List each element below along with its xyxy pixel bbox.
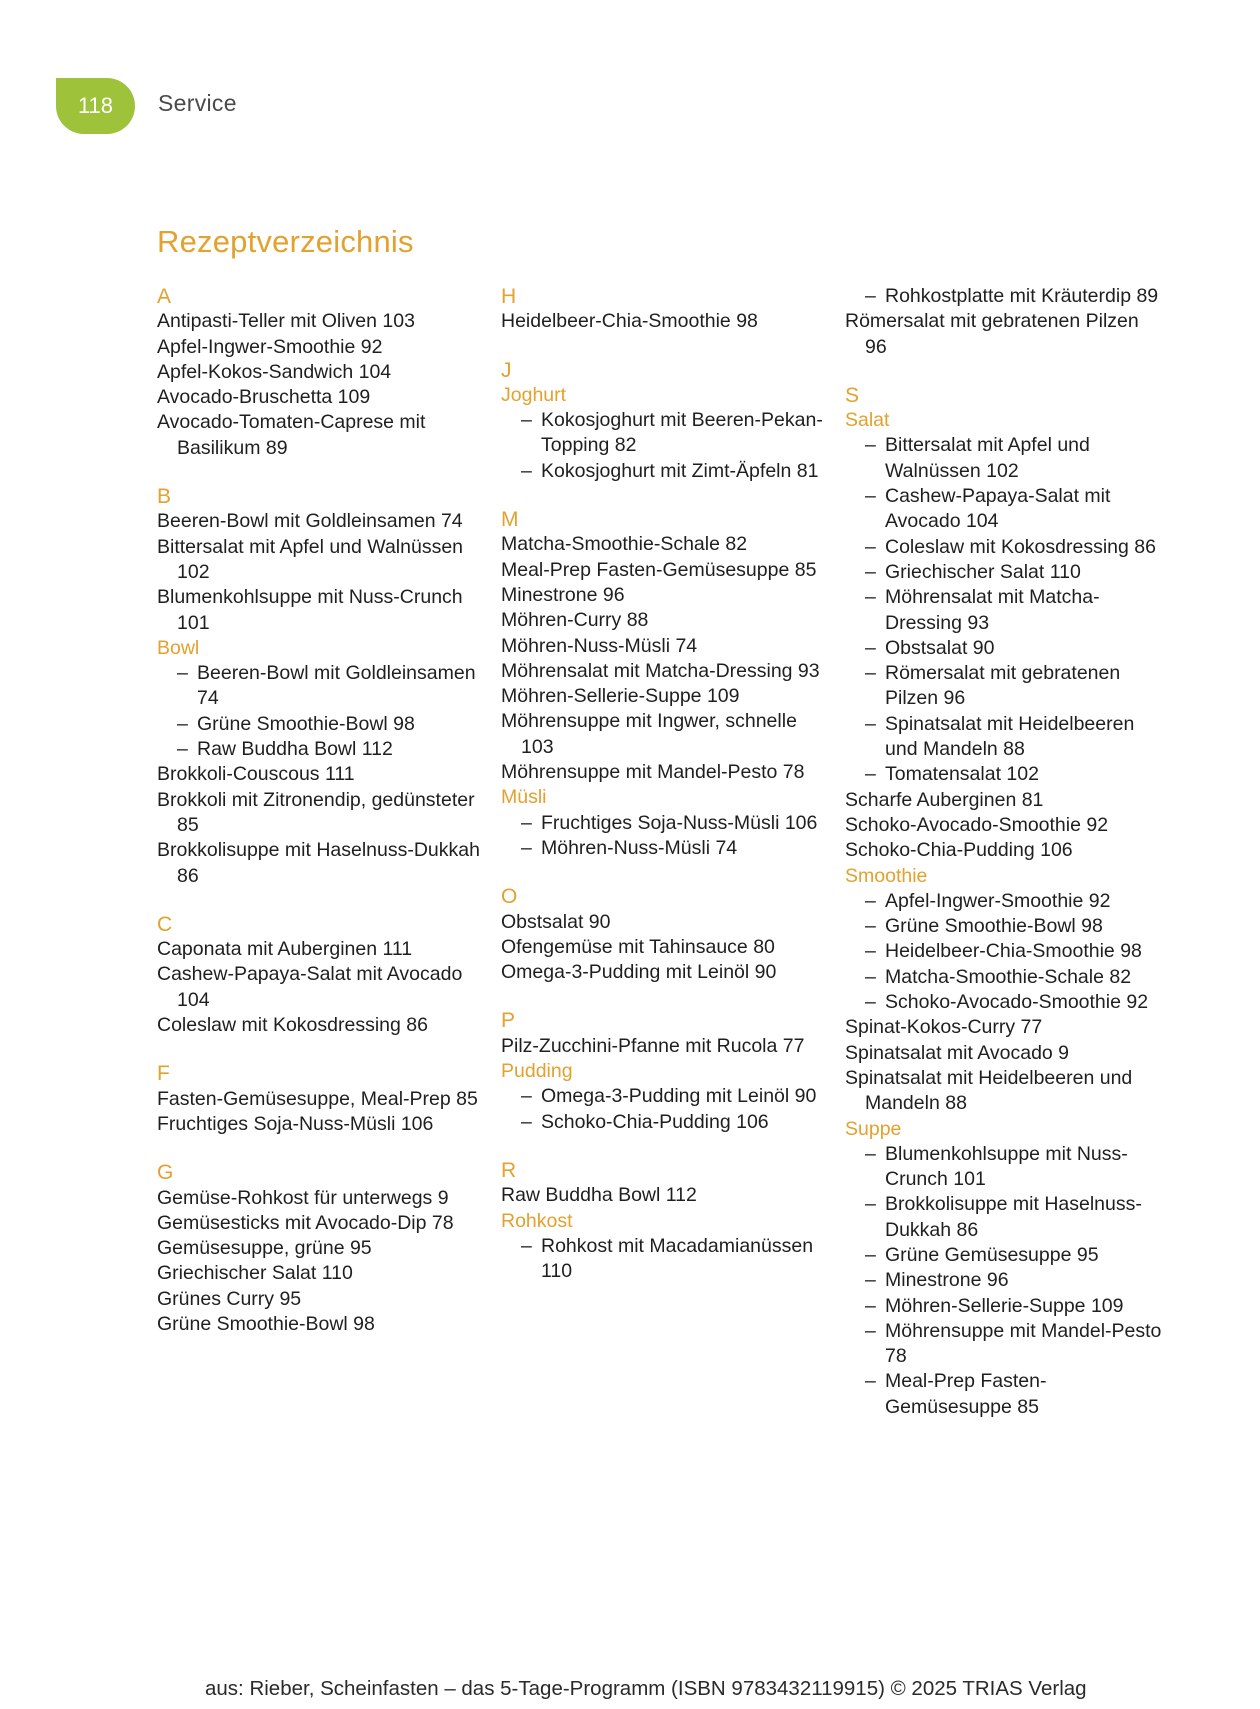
index-entry: Minestrone 96 [501, 583, 625, 606]
dash-marker: – [521, 1085, 532, 1108]
index-entry: Apfel-Kokos-Sandwich 104 [157, 360, 392, 383]
dash-marker: – [865, 586, 876, 609]
index-subentry [501, 408, 831, 459]
dash-marker: – [521, 836, 532, 859]
index-entry: Schoko-Avocado-Smoothie 92 [845, 813, 1109, 836]
dash-marker: – [865, 763, 876, 786]
index-subentry [845, 661, 1165, 712]
index-entry: Omega-3-Pudding mit Leinöl 90 [501, 961, 777, 984]
index-letter: R [501, 1158, 517, 1182]
index-entry: Beeren-Bowl mit Goldleinsamen 74 [157, 510, 463, 533]
index-subentry [845, 965, 1165, 990]
index-subentry [845, 939, 1165, 964]
page-number-badge: 118 [56, 78, 135, 134]
dash-marker: – [865, 560, 876, 583]
index-subentry-text: Fruchtiges Soja-Nuss-Müsli 106 [541, 811, 818, 834]
index-category: Smoothie [845, 864, 928, 887]
index-column-3 [845, 284, 1165, 1420]
index-subentry-text: Obstsalat 90 [885, 636, 995, 659]
dash-marker: – [521, 459, 532, 482]
index-entry: Möhren-Sellerie-Suppe 109 [501, 685, 740, 708]
index-entry: Möhren-Nuss-Müsli 74 [501, 634, 698, 657]
index-subentry-text: Beeren-Bowl mit Goldleinsamen 74 [197, 662, 476, 710]
index-subentry-text: Matcha-Smoothie-Schale 82 [885, 965, 1132, 988]
index-letter: C [157, 912, 173, 936]
index-entry: Spinat-Kokos-Curry 77 [845, 1016, 1043, 1039]
index-subentry [157, 712, 487, 737]
index-entry: Fasten-Gemüsesuppe, Meal-Prep 85 [157, 1087, 478, 1110]
index-subentry [501, 1110, 831, 1135]
index-category: Suppe [845, 1117, 902, 1140]
dash-marker: – [521, 409, 532, 432]
index-subentry [501, 836, 831, 861]
index-subentry-text: Coleslaw mit Kokosdressing 86 [885, 535, 1156, 558]
footer-source: aus: Rieber, Scheinfasten – das 5-Tage-Programm (ISBN 9783432119915) © 2025 TRIAS Verlag [205, 1677, 1087, 1700]
index-subentry [845, 560, 1165, 585]
index-subentry [501, 1084, 831, 1109]
index-entry: Grüne Smoothie-Bowl 98 [157, 1312, 375, 1335]
dash-marker: – [177, 738, 188, 761]
index-letter: A [157, 285, 172, 308]
index-column-2 [501, 284, 831, 1284]
index-subentry [845, 914, 1165, 939]
index-subentry-text: Grüne Smoothie-Bowl 98 [197, 712, 415, 735]
index-letter: H [501, 285, 517, 308]
dash-marker: – [865, 1269, 876, 1292]
index-entry: Apfel-Ingwer-Smoothie 92 [157, 335, 383, 358]
dash-marker: – [865, 636, 876, 659]
dash-marker: – [865, 662, 876, 685]
dash-marker: – [177, 662, 188, 685]
index-subentry-text: Grüne Gemüsesuppe 95 [885, 1243, 1099, 1266]
index-letter: G [157, 1161, 174, 1185]
index-subentry-text: Minestrone 96 [885, 1269, 1009, 1292]
index-letter: O [501, 885, 518, 909]
index-entry: Brokkolisuppe mit Haselnuss-Dukkah 86 [157, 839, 480, 887]
index-entry: Schoko-Chia-Pudding 106 [845, 839, 1073, 862]
index-subentry-text: Römersalat mit gebratenen Pilzen 96 [885, 662, 1121, 710]
dash-marker: – [865, 1193, 876, 1216]
index-subentry-text: Brokkolisuppe mit Haselnuss-Dukkah 86 [885, 1193, 1142, 1241]
index-subentry [845, 1294, 1165, 1319]
index-subentry [845, 1319, 1165, 1370]
index-subentry-text: Blumenkohlsuppe mit Nuss-Crunch 101 [885, 1142, 1128, 1191]
index-subentry [157, 661, 487, 712]
dash-marker: – [865, 485, 876, 508]
index-entry: Möhrensalat mit Matcha-Dressing 93 [501, 659, 820, 682]
index-entry: Caponata mit Auberginen 111 [157, 938, 413, 961]
index-subentry [845, 1268, 1165, 1293]
index-entry: Römersalat mit gebratenen Pilzen 96 [845, 310, 1139, 358]
index-letter: M [501, 508, 519, 532]
index-subentry-text: Möhren-Sellerie-Suppe 109 [885, 1294, 1124, 1317]
index-subentry-text: Heidelbeer-Chia-Smoothie 98 [885, 940, 1142, 963]
index-subentry [157, 737, 487, 762]
dash-marker: – [865, 434, 876, 457]
index-subentry-text: Kokosjoghurt mit Beeren-Pekan-Topping 82 [541, 409, 823, 457]
index-subentry [845, 535, 1165, 560]
dash-marker: – [865, 1142, 876, 1165]
index-subentry-text: Rohkost mit Macadamianüssen 110 [541, 1234, 814, 1283]
index-subentry [845, 762, 1165, 787]
dash-marker: – [865, 889, 876, 912]
dash-marker: – [865, 1243, 876, 1266]
index-entry: Möhrensuppe mit Ingwer, schnelle 103 [501, 710, 797, 758]
index-subentry [501, 459, 831, 484]
index-entry: Möhren-Curry 88 [501, 609, 649, 632]
index-letter: S [845, 383, 860, 407]
index-subentry [845, 284, 1165, 309]
dash-marker: – [177, 712, 188, 735]
index-category: Müsli [501, 786, 547, 809]
index-category: Rohkost [501, 1209, 573, 1232]
index-entry: Scharfe Auberginen 81 [845, 788, 1044, 811]
index-entry: Blumenkohlsuppe mit Nuss-Crunch 101 [157, 586, 463, 634]
index-subentry-text: Apfel-Ingwer-Smoothie 92 [885, 889, 1111, 912]
index-entry: Ofengemüse mit Tahinsauce 80 [501, 935, 775, 958]
index-category: Joghurt [501, 383, 567, 406]
index-entry: Grünes Curry 95 [157, 1287, 302, 1310]
index-entry: Bittersalat mit Apfel und Walnüssen 102 [157, 535, 464, 583]
index-subentry [845, 889, 1165, 914]
section-name: Service [158, 90, 237, 116]
index-entry: Avocado-Tomaten-Caprese mit Basilikum 89 [157, 411, 426, 459]
dash-marker: – [865, 965, 876, 988]
dash-marker: – [865, 915, 876, 938]
index-subentry-text: Kokosjoghurt mit Zimt-Äpfeln 81 [541, 459, 819, 482]
index-entry: Fruchtiges Soja-Nuss-Müsli 106 [157, 1112, 434, 1135]
index-entry: Pilz-Zucchini-Pfanne mit Rucola 77 [501, 1034, 805, 1057]
index-subentry-text: Bittersalat mit Apfel und Walnüssen 102 [885, 434, 1090, 482]
index-subentry-text: Schoko-Chia-Pudding 106 [541, 1110, 769, 1133]
index-subentry-text: Spinatsalat mit Heidelbeeren und Mandeln 88 [885, 712, 1135, 761]
index-subentry-text: Omega-3-Pudding mit Leinöl 90 [541, 1085, 817, 1108]
index-entry: Brokkoli mit Zitronendip, gedünsteter 85 [157, 788, 475, 836]
index-entry: Griechischer Salat 110 [157, 1262, 353, 1285]
index-subentry-text: Raw Buddha Bowl 112 [197, 738, 393, 761]
index-category: Bowl [157, 636, 200, 659]
index-subentry [501, 1234, 831, 1285]
dash-marker: – [865, 1294, 876, 1317]
index-category: Salat [845, 409, 890, 432]
dash-marker: – [865, 535, 876, 558]
index-subentry [845, 1192, 1165, 1243]
index-subentry [845, 712, 1165, 763]
index-letter: B [157, 485, 172, 509]
index-letter: P [501, 1009, 516, 1033]
index-entry: Gemüsesticks mit Avocado-Dip 78 [157, 1211, 454, 1234]
index-subentry [845, 484, 1165, 535]
index-subentry-text: Grüne Smoothie-Bowl 98 [885, 915, 1103, 938]
dash-marker: – [865, 1319, 876, 1342]
index-letter: J [501, 358, 512, 382]
index-subentry [845, 1243, 1165, 1268]
index-entry: Raw Buddha Bowl 112 [501, 1184, 697, 1207]
index-subentry-text: Tomatensalat 102 [885, 763, 1039, 786]
dash-marker: – [865, 712, 876, 735]
index-subentry [845, 585, 1165, 636]
index-entry: Obstsalat 90 [501, 910, 611, 933]
index-subentry [845, 990, 1165, 1015]
index-entry: Gemüse-Rohkost für unterwegs 9 [157, 1186, 449, 1209]
index-subentry [501, 811, 831, 836]
page-title: Rezeptverzeichnis [157, 224, 414, 259]
index-column-1 [157, 284, 487, 1337]
index-category: Pudding [501, 1060, 573, 1083]
dash-marker: – [865, 991, 876, 1014]
index-entry: Möhrensuppe mit Mandel-Pesto 78 [501, 761, 805, 784]
dash-marker: – [521, 811, 532, 834]
index-entry: Avocado-Bruschetta 109 [157, 386, 371, 409]
dash-marker: – [521, 1234, 532, 1257]
index-subentry [845, 1142, 1165, 1193]
index-subentry [845, 1369, 1165, 1420]
index-subentry [845, 636, 1165, 661]
index-subentry-text: Möhrensalat mit Matcha-Dressing 93 [885, 586, 1100, 634]
index-subentry-text: Möhren-Nuss-Müsli 74 [541, 836, 738, 859]
dash-marker: – [521, 1110, 532, 1133]
index-entry: Antipasti-Teller mit Oliven 103 [157, 310, 415, 333]
index-subentry-text: Möhrensuppe mit Mandel-Pesto 78 [885, 1319, 1162, 1368]
index-letter: F [157, 1062, 170, 1086]
index-entry: Cashew-Papaya-Salat mit Avocado 104 [157, 963, 463, 1011]
dash-marker: – [865, 1370, 876, 1393]
index-subentry-text: Cashew-Papaya-Salat mit Avocado 104 [885, 485, 1111, 533]
dash-marker: – [865, 285, 876, 307]
index-subentry [845, 433, 1165, 484]
index-entry: Gemüsesuppe, grüne 95 [157, 1237, 372, 1260]
index-subentry-text: Meal-Prep Fasten-Gemüsesuppe 85 [885, 1370, 1047, 1418]
index-entry: Heidelbeer-Chia-Smoothie 98 [501, 310, 758, 333]
index-entry: Spinatsalat mit Avocado 9 [845, 1041, 1070, 1064]
index-entry: Coleslaw mit Kokosdressing 86 [157, 1014, 428, 1037]
dash-marker: – [865, 940, 876, 963]
index-subentry-text: Schoko-Avocado-Smoothie 92 [885, 991, 1149, 1014]
index-subentry-text: Rohkostplatte mit Kräuterdip 89 [885, 285, 1159, 307]
index-entry: Brokkoli-Couscous 111 [157, 763, 355, 786]
index-entry: Spinatsalat mit Heidelbeeren und Mandeln 88 [845, 1066, 1133, 1115]
index-subentry-text: Griechischer Salat 110 [885, 560, 1081, 583]
index-entry: Matcha-Smoothie-Schale 82 [501, 533, 748, 556]
index-entry: Meal-Prep Fasten-Gemüsesuppe 85 [501, 558, 817, 581]
